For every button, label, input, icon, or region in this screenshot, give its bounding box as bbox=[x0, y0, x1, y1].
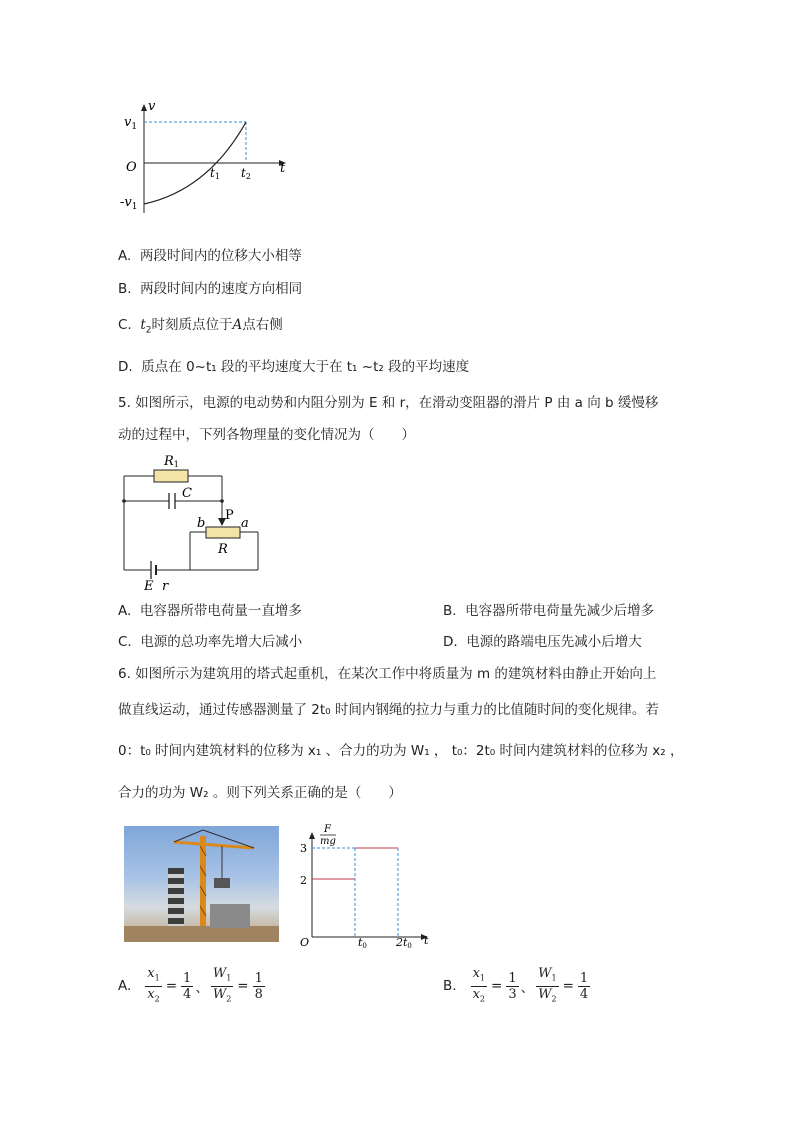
q6-stem-line4: 合力的功为 W₂ 。则下列关系正确的是（ ） bbox=[118, 785, 402, 801]
y-tick-3: 3 bbox=[300, 842, 307, 855]
force-ratio-graph bbox=[296, 822, 441, 950]
c-label: C bbox=[182, 486, 192, 501]
t-axis-label: t bbox=[280, 161, 286, 176]
circuit-diagram bbox=[118, 452, 268, 592]
svg-text:t2: t2 bbox=[241, 166, 251, 181]
e-label: E bbox=[144, 579, 154, 594]
q6-stem-line3: 0：t₀ 时间内建筑材料的位移为 x₁ 、合力的功为 W₁ ， t₀：2t₀ 时间内建筑材料的位移为 x₂ ， bbox=[118, 743, 684, 759]
q5-option-d: D. 电源的路端电压先减小后增大 bbox=[443, 634, 642, 650]
q6-option-b: B. $\frac{x_1}{x_2}$ = $\frac{1}{3}$ 、 $\frac{W_1}{W_2}$ = $\frac{1}{4}$ bbox=[443, 966, 589, 1004]
v-axis-label: v bbox=[148, 99, 156, 114]
svg-text:t1: t1 bbox=[210, 166, 220, 181]
svg-text:-v1: $-v_1$ bbox=[120, 195, 138, 212]
q6-option-a: A. $\frac{x_1}{x_2}$ = $\frac{1}{4}$ 、 $\frac{W_1}{W_2}$ = $\frac{1}{8}$ bbox=[118, 966, 263, 1004]
svg-text:2t0: 2t0 bbox=[396, 936, 412, 950]
q6-stem-line1: 6. 如图所示为建筑用的塔式起重机，在某次工作中将质量为 m 的建筑材料由静止开始向上 bbox=[118, 666, 657, 682]
v1-label: v bbox=[124, 115, 132, 130]
origin-label: O bbox=[300, 936, 310, 949]
rheostat-r bbox=[206, 527, 240, 538]
b-label: b bbox=[197, 516, 206, 531]
t0-tick: t bbox=[358, 936, 363, 949]
tower-crane-photo bbox=[124, 826, 279, 942]
svg-text:t0: t0 bbox=[358, 936, 367, 950]
resistor-r1 bbox=[154, 470, 188, 482]
q5-option-a: A. 电容器所带电荷量一直增多 bbox=[118, 603, 302, 619]
2t0-tick: 2t bbox=[396, 936, 408, 949]
svg-text:R1: R1 bbox=[164, 454, 179, 469]
a-label: a bbox=[241, 516, 249, 531]
r-internal-label: r bbox=[162, 579, 169, 594]
neg-v1-label: -v bbox=[120, 195, 132, 210]
q4-option-c: C. $t_2$时刻质点位于A点右侧 bbox=[118, 317, 283, 336]
q4-option-b: B. 两段时间内的速度方向相同 bbox=[118, 281, 303, 297]
svg-text:v1: $v_1$ bbox=[124, 115, 138, 132]
q5-option-b: B. 电容器所带电荷量先减少后增多 bbox=[443, 603, 655, 619]
q5-option-c: C. 电源的总功率先增大后减小 bbox=[118, 634, 303, 650]
t-axis-label: t bbox=[424, 934, 429, 947]
y-label-numerator: F bbox=[324, 824, 331, 835]
r-label: R bbox=[218, 542, 228, 557]
velocity-time-graph bbox=[110, 98, 310, 223]
q4-option-d: D. 质点在 0~t₁ 段的平均速度大于在 t₁ ~t₂ 段的平均速度 bbox=[118, 359, 470, 375]
q5-stem-line1: 5. 如图所示，电源的电动势和内阻分别为 E 和 r，在滑动变阻器的滑片 P 由 a 向 b 缓慢移 bbox=[118, 395, 659, 411]
y-tick-2: 2 bbox=[300, 874, 307, 887]
q6-stem-line2: 做直线运动，通过传感器测量了 2t₀ 时间内钢绳的拉力与重力的比值随时间的变化规律。若 bbox=[118, 702, 659, 718]
t1-label: t bbox=[210, 166, 215, 180]
origin-label: O bbox=[126, 160, 137, 175]
p-label: P bbox=[225, 508, 234, 523]
y-label-denominator: mg bbox=[320, 836, 336, 847]
q4-option-a: A. 两段时间内的位移大小相等 bbox=[118, 248, 302, 264]
q5-stem-line2: 动的过程中，下列各物理量的变化情况为（ ） bbox=[118, 427, 415, 443]
t2-label: t bbox=[241, 166, 246, 180]
r1-label: R bbox=[164, 454, 174, 469]
